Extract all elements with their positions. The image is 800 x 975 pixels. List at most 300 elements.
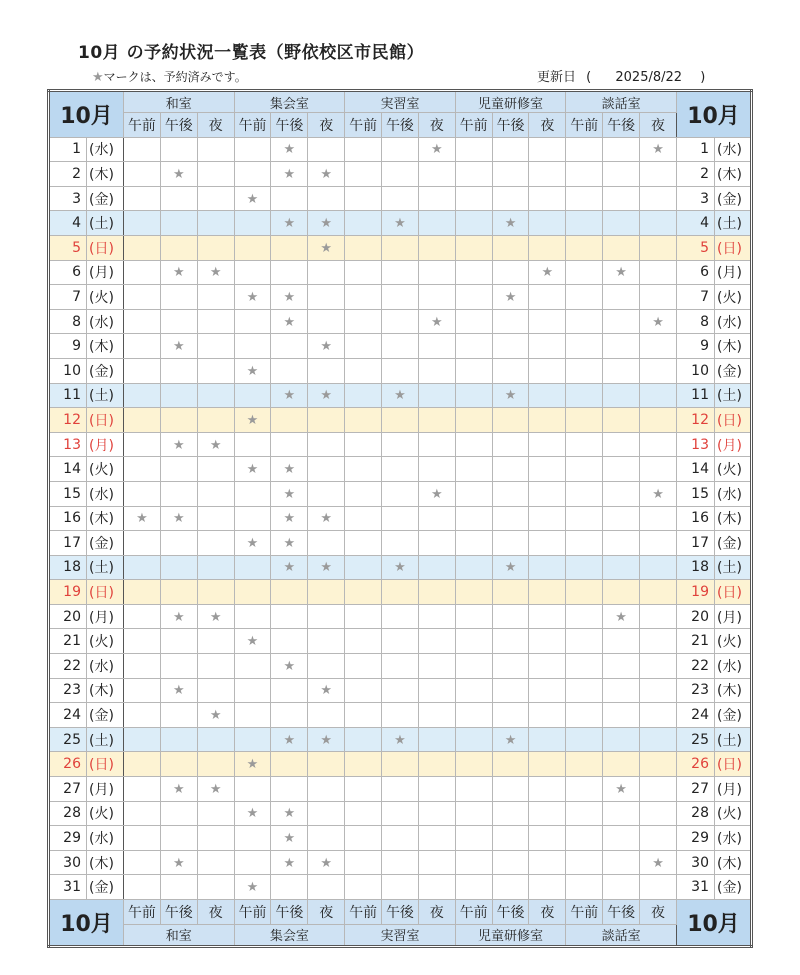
slot-cell [160,678,197,703]
slot-cell [603,531,640,556]
star-icon: ★ [320,166,333,182]
day-number: 16 [49,506,87,531]
day-of-week: (水) [715,309,752,334]
slot-cell [197,334,234,359]
slot-cell [603,211,640,236]
slot-cell [308,752,345,777]
slot-cell [492,777,529,802]
day-number: 21 [49,629,87,654]
slot-cell [234,604,271,629]
slot-cell [529,654,566,679]
slot-cell [492,383,529,408]
slot-cell [603,383,640,408]
slot-cell [566,408,603,433]
slot-cell [345,801,382,826]
star-icon: ★ [92,70,104,85]
slot-cell [124,137,161,162]
table-row [49,850,752,875]
slot-cell [566,358,603,383]
day-of-week: (水) [715,654,752,679]
slot-cell [197,629,234,654]
period-header: 午後 [603,900,640,925]
slot-cell [455,727,492,752]
slot-cell [308,531,345,556]
slot-cell [382,334,419,359]
slot-cell [197,383,234,408]
slot-cell [418,235,455,260]
slot-cell [234,334,271,359]
updated-date [537,66,711,85]
slot-cell [455,875,492,900]
slot-cell [345,285,382,310]
slot-cell [603,506,640,531]
slot-cell [529,801,566,826]
slot-cell [455,309,492,334]
slot-cell [529,580,566,605]
slot-cell [566,309,603,334]
slot-cell [566,678,603,703]
star-icon: ★ [394,216,406,232]
slot-cell [345,752,382,777]
day-number: 11 [49,383,87,408]
table-row [49,211,752,236]
slot-cell [234,457,271,482]
day-of-week: (木) [715,162,752,187]
star-icon: ★ [430,486,443,502]
slot-cell [160,334,197,359]
slot-cell [640,777,677,802]
slot-cell [197,727,234,752]
day-number: 1 [677,137,715,162]
slot-cell [382,457,419,482]
slot-cell [160,235,197,260]
day-number: 19 [677,580,715,605]
slot-cell [160,309,197,334]
day-of-week: (月) [715,777,752,802]
slot-cell [160,604,197,629]
day-number: 8 [49,309,87,334]
slot-cell [455,506,492,531]
slot-cell [160,383,197,408]
slot-cell [197,358,234,383]
slot-cell [455,211,492,236]
slot-cell [418,555,455,580]
star-icon: ★ [615,781,627,797]
slot-cell [234,801,271,826]
slot-cell [418,531,455,556]
slot-cell [529,629,566,654]
slot-cell [160,703,197,728]
slot-cell [308,703,345,728]
slot-cell [271,555,308,580]
month-label: 10月 [49,900,124,947]
slot-cell [234,383,271,408]
slot-cell [197,752,234,777]
star-icon: ★ [504,732,517,748]
slot-cell [271,777,308,802]
slot-cell [234,850,271,875]
day-of-week: (日) [715,408,752,433]
slot-cell [345,457,382,482]
slot-cell [529,211,566,236]
slot-cell [566,186,603,211]
slot-cell [418,826,455,851]
slot-cell [197,777,234,802]
slot-cell [308,432,345,457]
slot-cell [308,285,345,310]
slot-cell [603,826,640,851]
slot-cell [640,408,677,433]
star-icon: ★ [394,560,406,576]
star-icon: ★ [283,732,296,748]
slot-cell [640,678,677,703]
day-number: 28 [677,801,715,826]
table-row [49,235,752,260]
star-icon: ★ [283,462,296,478]
slot-cell [566,654,603,679]
day-of-week: (金) [715,875,752,900]
day-number: 31 [49,875,87,900]
table-row [49,801,752,826]
table-row [49,137,752,162]
star-icon: ★ [652,486,664,502]
table-row [49,432,752,457]
star-icon: ★ [615,609,627,625]
star-icon: ★ [172,683,185,699]
day-of-week: (火) [87,285,124,310]
slot-cell [308,260,345,285]
slot-cell [603,408,640,433]
slot-cell [492,481,529,506]
slot-cell [529,235,566,260]
day-of-week: (木) [87,162,124,187]
star-icon: ★ [394,388,406,404]
star-icon: ★ [283,831,296,847]
legend-text: マークは、予約済みです。 [103,70,247,84]
slot-cell [308,235,345,260]
star-icon: ★ [283,560,296,576]
table-row [49,506,752,531]
slot-cell [271,211,308,236]
slot-cell [345,137,382,162]
slot-cell [455,408,492,433]
slot-cell [160,162,197,187]
slot-cell [455,654,492,679]
slot-cell [160,408,197,433]
day-of-week: (水) [715,137,752,162]
slot-cell [234,260,271,285]
day-number: 17 [677,531,715,556]
slot-cell [529,383,566,408]
slot-cell [455,801,492,826]
day-of-week: (木) [87,678,124,703]
slot-cell [529,162,566,187]
slot-cell [234,408,271,433]
slot-cell [529,309,566,334]
slot-cell [382,235,419,260]
slot-cell [271,850,308,875]
slot-cell [418,875,455,900]
day-of-week: (金) [87,186,124,211]
slot-cell [640,285,677,310]
table-row [49,580,752,605]
slot-cell [234,235,271,260]
star-icon: ★ [320,240,333,256]
day-of-week: (日) [87,752,124,777]
slot-cell [455,850,492,875]
slot-cell [603,457,640,482]
star-icon: ★ [652,314,664,330]
slot-cell [603,703,640,728]
period-header: 午前 [345,900,382,925]
period-header: 午後 [492,113,529,138]
slot-cell [529,457,566,482]
slot-cell [529,826,566,851]
slot-cell [603,629,640,654]
slot-cell [308,137,345,162]
slot-cell [566,850,603,875]
slot-cell [124,211,161,236]
slot-cell [124,555,161,580]
slot-cell [640,432,677,457]
star-icon: ★ [172,339,185,355]
slot-cell [492,629,529,654]
period-header: 午後 [382,113,419,138]
slot-cell [566,826,603,851]
star-icon: ★ [246,757,259,773]
slot-cell [308,457,345,482]
slot-cell [529,481,566,506]
table-row [49,531,752,556]
table-row [49,654,752,679]
footer-room-row [49,924,752,946]
table-row [49,752,752,777]
slot-cell [160,358,197,383]
day-of-week: (日) [87,580,124,605]
updated-close-paren: ) [700,70,706,85]
day-number: 25 [49,727,87,752]
slot-cell [308,604,345,629]
day-of-week: (水) [715,481,752,506]
slot-cell [308,777,345,802]
star-icon: ★ [246,462,259,478]
slot-cell [345,481,382,506]
slot-cell [566,260,603,285]
slot-cell [492,235,529,260]
slot-cell [124,580,161,605]
room-header: 和室 [124,91,235,113]
table-row [49,309,752,334]
room-header: 談話室 [566,91,677,113]
day-of-week: (月) [87,260,124,285]
slot-cell [124,408,161,433]
slot-cell [345,334,382,359]
day-of-week: (土) [715,727,752,752]
slot-cell [382,432,419,457]
month-label: 10月 [677,91,752,138]
slot-cell [566,235,603,260]
slot-cell [382,850,419,875]
slot-cell [271,580,308,605]
slot-cell [124,850,161,875]
slot-cell [124,826,161,851]
month-label: 10月 [49,91,124,138]
slot-cell [160,285,197,310]
day-number: 26 [677,752,715,777]
star-icon: ★ [504,289,517,305]
header-room-row [49,91,752,113]
slot-cell [492,309,529,334]
slot-cell [492,457,529,482]
day-number: 18 [49,555,87,580]
slot-cell [382,408,419,433]
legend-note [92,68,247,85]
table-row [49,826,752,851]
slot-cell [492,334,529,359]
star-icon: ★ [504,388,517,404]
slot-cell [308,555,345,580]
slot-cell [418,629,455,654]
day-of-week: (金) [715,358,752,383]
slot-cell [492,580,529,605]
slot-cell [382,555,419,580]
day-number: 23 [677,678,715,703]
slot-cell [197,531,234,556]
slot-cell [603,481,640,506]
slot-cell [640,727,677,752]
slot-cell [124,801,161,826]
slot-cell [418,186,455,211]
slot-cell [160,481,197,506]
slot-cell [308,358,345,383]
period-header: 午前 [124,900,161,925]
day-of-week: (日) [715,752,752,777]
star-icon: ★ [283,658,296,674]
slot-cell [160,137,197,162]
slot-cell [529,408,566,433]
slot-cell [234,777,271,802]
star-icon: ★ [320,683,333,699]
slot-cell [640,850,677,875]
slot-cell [603,334,640,359]
slot-cell [345,654,382,679]
day-number: 7 [49,285,87,310]
slot-cell [529,777,566,802]
star-icon: ★ [172,437,185,453]
slot-cell [418,285,455,310]
slot-cell [234,481,271,506]
star-icon: ★ [283,806,296,822]
slot-cell [234,875,271,900]
slot-cell [566,383,603,408]
slot-cell [418,211,455,236]
slot-cell [455,457,492,482]
slot-cell [160,580,197,605]
slot-cell [345,235,382,260]
slot-cell [345,727,382,752]
slot-cell [124,531,161,556]
slot-cell [345,358,382,383]
slot-cell [271,383,308,408]
slot-cell [382,186,419,211]
day-number: 26 [49,752,87,777]
day-number: 3 [49,186,87,211]
slot-cell [345,580,382,605]
slot-cell [160,777,197,802]
table-row [49,186,752,211]
slot-cell [271,285,308,310]
slot-cell [382,801,419,826]
star-icon: ★ [172,781,185,797]
slot-cell [455,285,492,310]
slot-cell [160,457,197,482]
slot-cell [234,703,271,728]
slot-cell [640,531,677,556]
day-number: 4 [677,211,715,236]
slot-cell [603,358,640,383]
slot-cell [271,186,308,211]
slot-cell [345,604,382,629]
period-header: 午前 [345,113,382,138]
slot-cell [160,531,197,556]
day-of-week: (火) [87,801,124,826]
slot-cell [345,506,382,531]
period-header: 午前 [234,900,271,925]
slot-cell [640,457,677,482]
day-of-week: (木) [715,678,752,703]
slot-cell [382,506,419,531]
slot-cell [345,777,382,802]
slot-cell [197,137,234,162]
slot-cell [603,727,640,752]
star-icon: ★ [209,781,222,797]
updated-label: 更新日 [537,70,577,85]
slot-cell [418,358,455,383]
slot-cell [271,137,308,162]
slot-cell [455,186,492,211]
slot-cell [455,481,492,506]
slot-cell [603,260,640,285]
slot-cell [455,432,492,457]
slot-cell [566,752,603,777]
slot-cell [160,260,197,285]
day-number: 12 [677,408,715,433]
table-row [49,604,752,629]
slot-cell [308,727,345,752]
day-number: 4 [49,211,87,236]
slot-cell [271,432,308,457]
period-header: 午前 [566,113,603,138]
room-header: 児童研修室 [455,924,566,946]
slot-cell [197,285,234,310]
slot-cell [566,875,603,900]
slot-cell [234,580,271,605]
slot-cell [382,752,419,777]
slot-cell [640,481,677,506]
day-of-week: (月) [87,604,124,629]
slot-cell [308,186,345,211]
slot-cell [345,383,382,408]
slot-cell [345,678,382,703]
slot-cell [455,629,492,654]
period-header: 午後 [160,900,197,925]
slot-cell [640,752,677,777]
slot-cell [529,555,566,580]
day-of-week: (土) [87,383,124,408]
day-of-week: (木) [87,334,124,359]
slot-cell [640,358,677,383]
days-body [49,137,752,899]
